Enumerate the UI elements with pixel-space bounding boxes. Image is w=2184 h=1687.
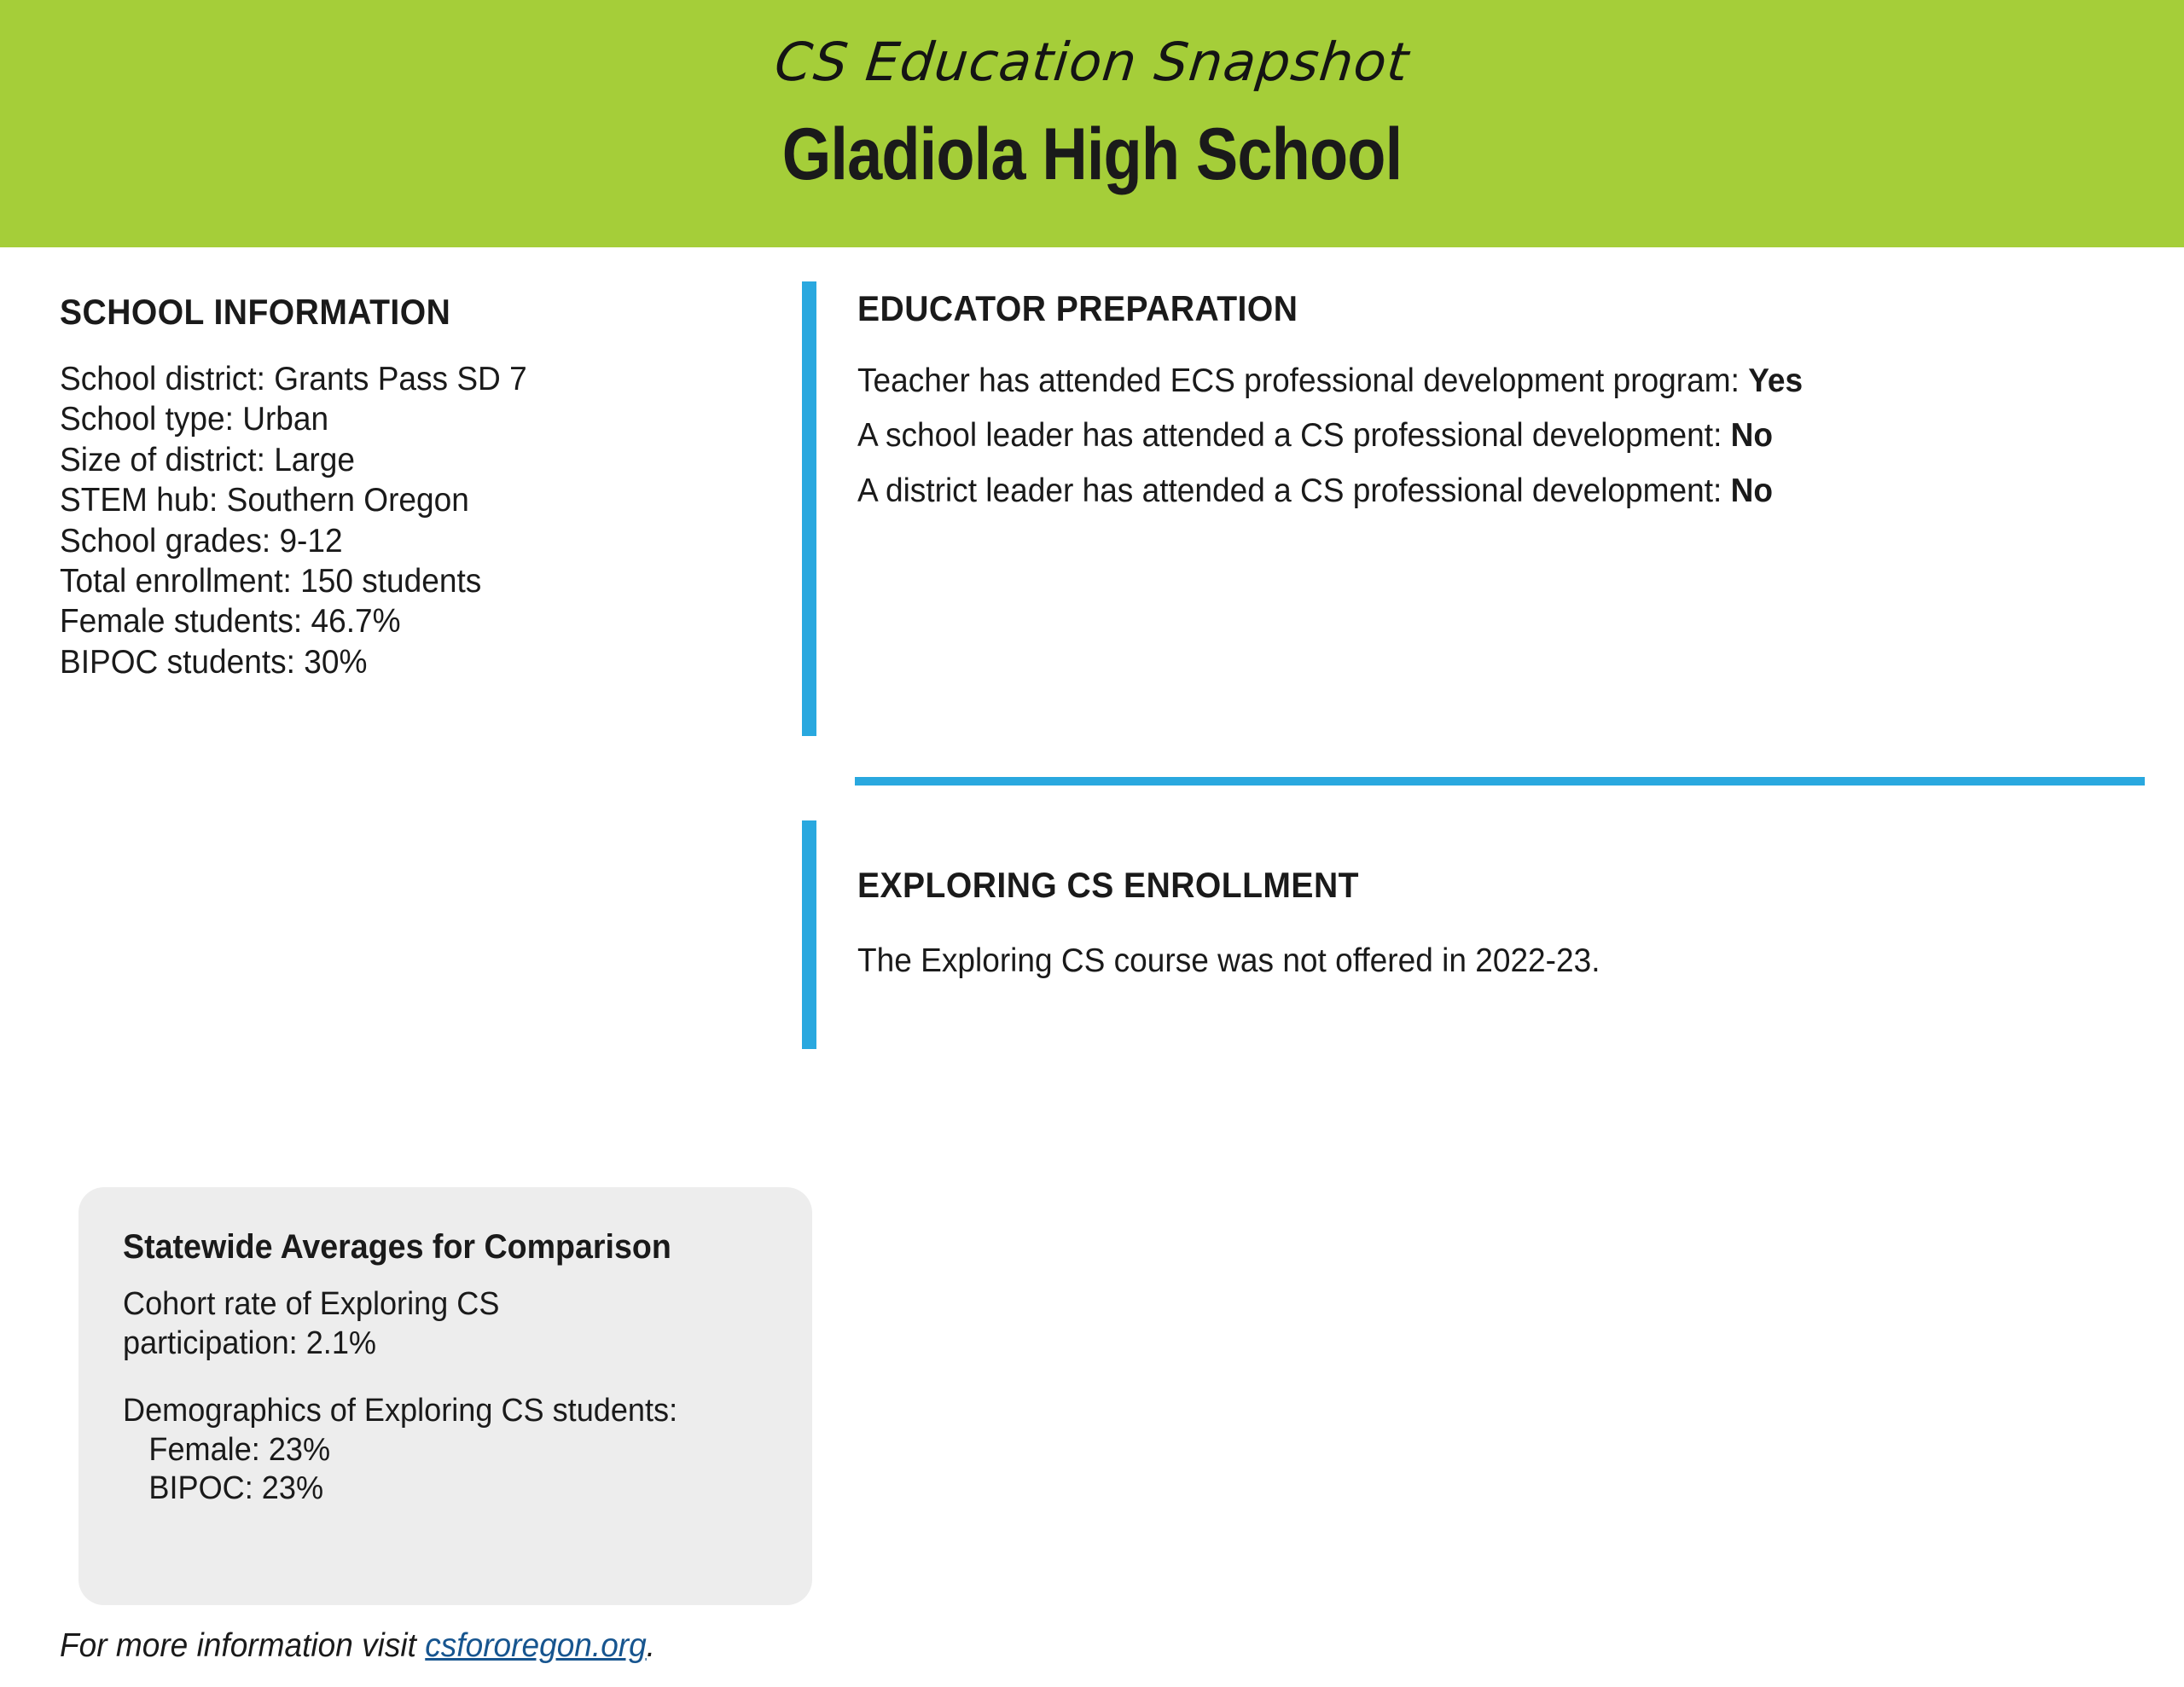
- educator-preparation-heading: EDUCATOR PREPARATION: [857, 288, 1298, 328]
- school-info-line-bipoc: BIPOC students: 30%: [60, 643, 368, 681]
- section-divider: [855, 777, 2145, 786]
- educator-preparation-section: [857, 288, 2163, 526]
- statewide-averages-title: Statewide Averages for Comparison: [123, 1228, 671, 1266]
- statewide-demographics-bipoc: BIPOC: 23%: [148, 1470, 324, 1507]
- educator-prep-value-teacher: Yes: [1748, 362, 1804, 399]
- statewide-cohort-rate: Cohort rate of Exploring CS participation: 2.1%: [123, 1286, 500, 1361]
- statewide-demographics-label: Demographics of Exploring CS students:: [123, 1393, 678, 1429]
- school-info-line-grades: School grades: 9-12: [60, 522, 343, 559]
- educator-prep-row-teacher: [857, 362, 2098, 401]
- school-info-line-size: Size of district: Large: [60, 441, 355, 478]
- header-band: [0, 0, 2184, 247]
- footer-suffix: .: [646, 1627, 656, 1664]
- educator-prep-label-teacher: Teacher has attended ECS professional development program:: [857, 362, 1740, 399]
- school-info-line-district: School district: Grants Pass SD 7: [60, 361, 527, 397]
- exploring-cs-enrollment-section: [857, 865, 2137, 981]
- school-information-section: [60, 292, 759, 683]
- educator-prep-value-district-leader: No: [1730, 472, 1774, 509]
- school-info-line-type: School type: Urban: [60, 401, 329, 438]
- educator-prep-row-school-leader: [857, 416, 2098, 455]
- educator-preparation-accent-bar: [802, 281, 816, 736]
- educator-prep-label-school-leader: A school leader has attended a CS professional development:: [857, 417, 1722, 455]
- school-info-line-female: Female students: 46.7%: [60, 603, 401, 641]
- footer-note: [60, 1627, 655, 1665]
- exploring-cs-accent-bar: [802, 820, 816, 1049]
- csfororegon-link[interactable]: csfororegon.org: [425, 1627, 647, 1664]
- educator-prep-row-district-leader: [857, 472, 2098, 511]
- exploring-cs-enrollment-heading: EXPLORING CS ENROLLMENT: [857, 865, 1359, 905]
- statewide-demographics-female: Female: 23%: [148, 1431, 331, 1468]
- header-script-title: CS Education Snapshot: [771, 31, 1413, 93]
- educator-prep-value-school-leader: No: [1730, 417, 1774, 455]
- educator-prep-label-district-leader: A district leader has attended a CS professional development:: [857, 472, 1722, 509]
- statewide-averages-box: [78, 1187, 812, 1605]
- exploring-cs-enrollment-body: The Exploring CS course was not offered in 2022-23.: [857, 942, 1600, 979]
- school-info-line-stem-hub: STEM hub: Southern Oregon: [60, 482, 469, 519]
- school-info-line-enrollment: Total enrollment: 150 students: [60, 563, 482, 600]
- footer-prefix: For more information visit: [60, 1627, 426, 1664]
- school-information-heading: SCHOOL INFORMATION: [60, 292, 451, 332]
- page-title: Gladiola High School: [781, 113, 1403, 195]
